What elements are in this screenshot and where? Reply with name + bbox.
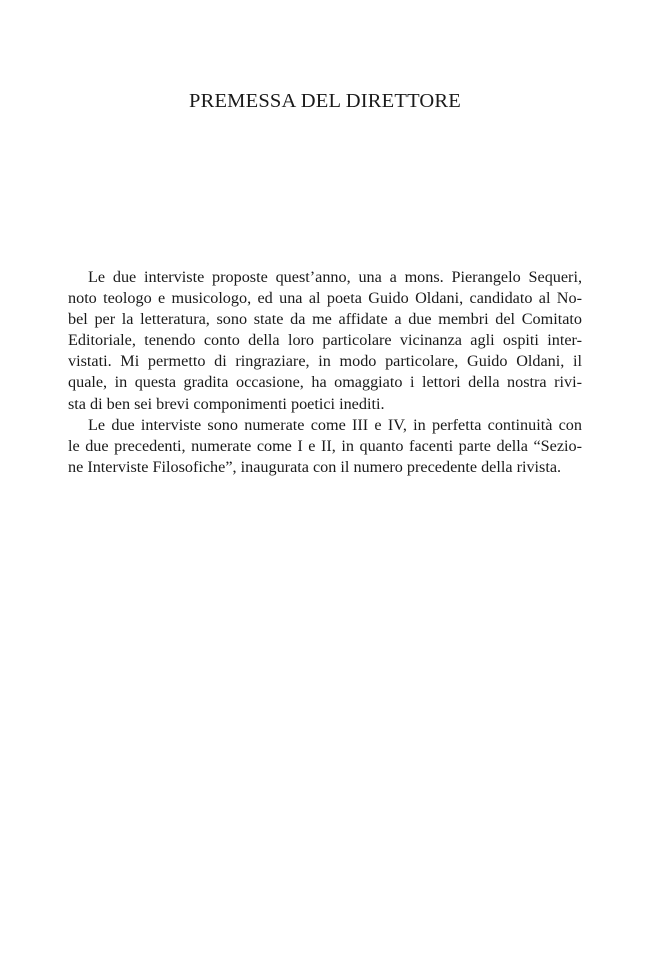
body-text [68, 267, 582, 478]
text-line: quale, in questa gradita occasione, ha omaggiato i lettori della nostra rivi- [68, 373, 582, 392]
text-line: sta di ben sei brevi componimenti poetici inediti. [68, 394, 385, 413]
page-title: PREMESSA DEL DIRETTORE [188, 90, 462, 112]
text-line: Le due interviste proposte quest’anno, una a mons. Pierangelo Sequeri, [88, 268, 582, 286]
text-line: Editoriale, tenendo conto della loro particolare vicinanza agli ospiti inter- [68, 331, 582, 350]
text-line: le due precedenti, numerate come I e II, in quanto facenti parte della “Sezio- [68, 436, 582, 455]
text-line: ne Interviste Filosofiche”, inaugurata con il numero precedente della rivista. [68, 457, 562, 476]
text-line: bel per la letteratura, sono state da me affidate a due membri del Comitato [68, 310, 582, 329]
text-line: Le due interviste sono numerate come III e IV, in perfetta continuità con [88, 415, 582, 434]
paragraph-1 [68, 267, 582, 415]
text-line: noto teologo e musicologo, ed una al poeta Guido Oldani, candidato al No- [68, 289, 582, 308]
paragraph-2 [68, 415, 582, 478]
text-line: vistati. Mi permetto di ringraziare, in modo particolare, Guido Oldani, il [68, 352, 582, 371]
